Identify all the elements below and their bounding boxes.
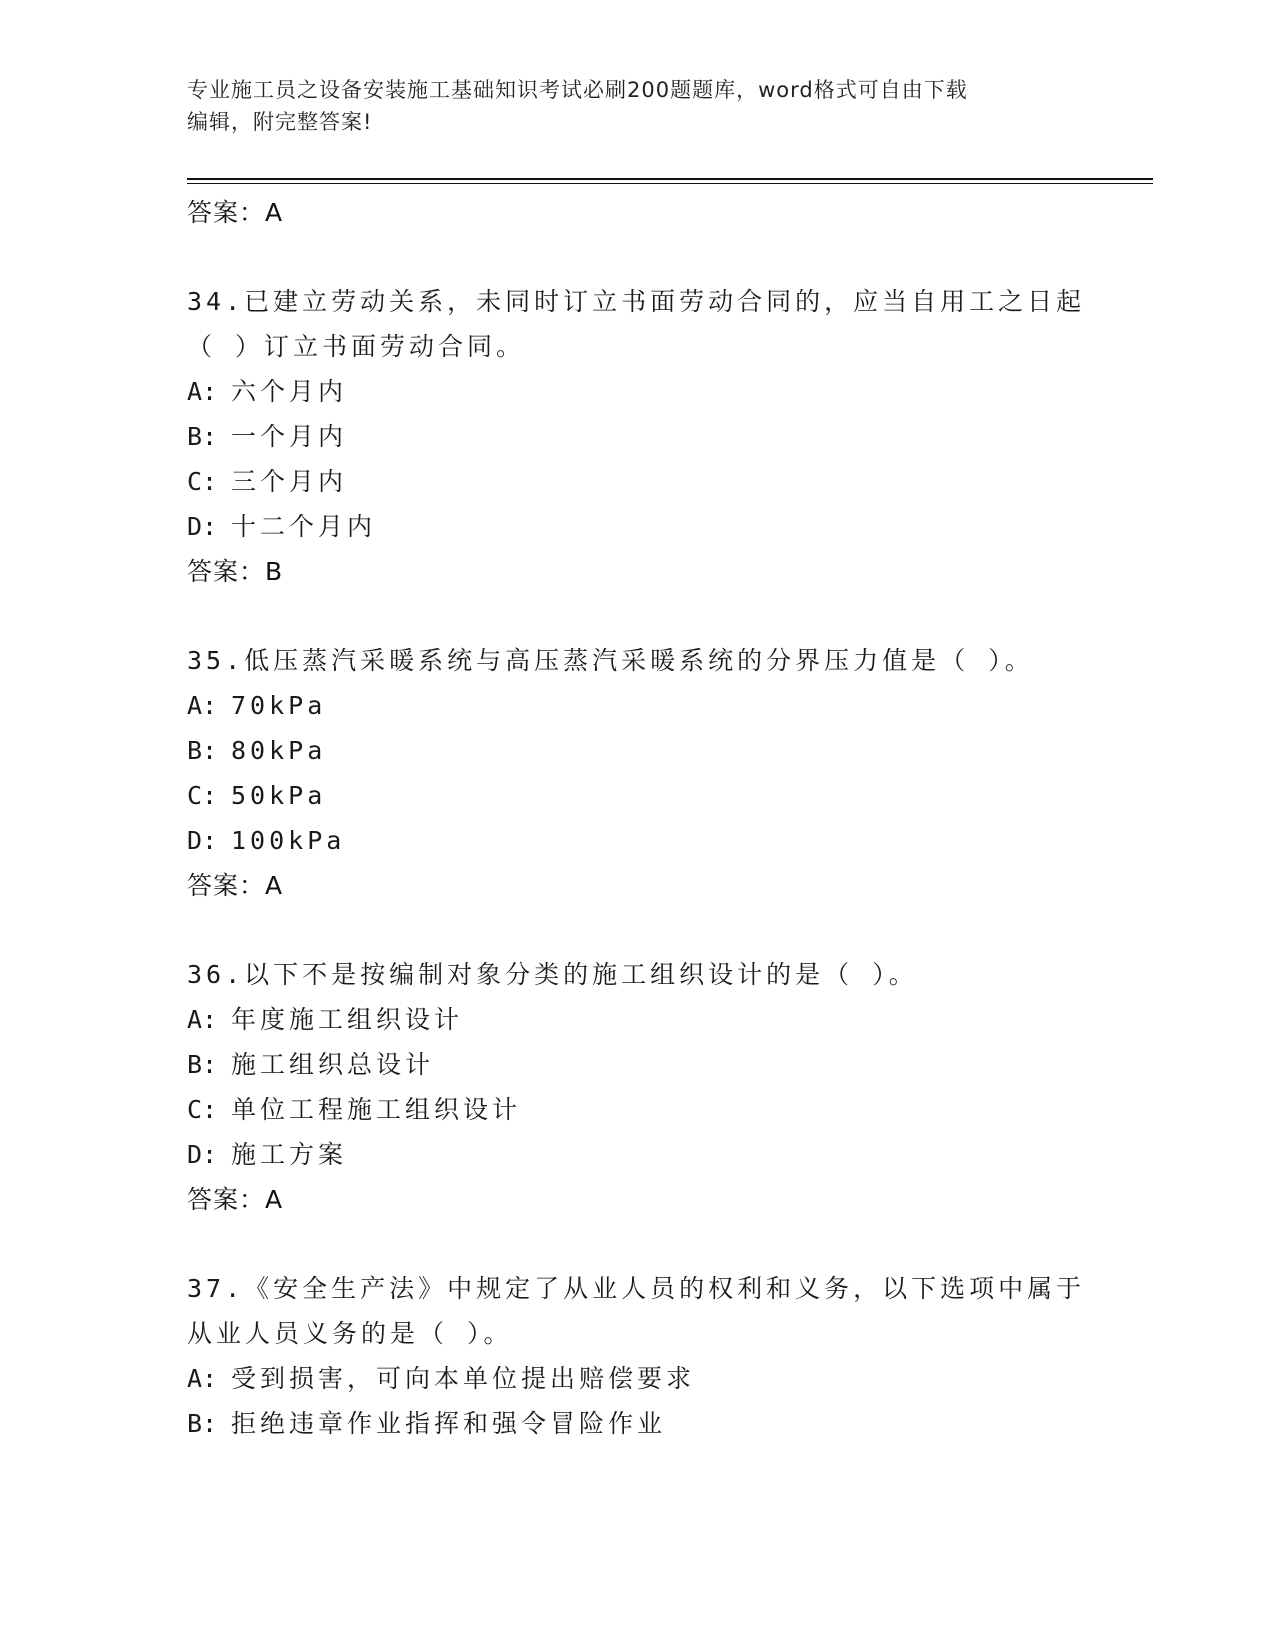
option-letter: D: — [187, 512, 218, 541]
option-text: 50kPa — [231, 781, 327, 810]
option-letter: A: — [187, 377, 218, 406]
question-text: 37.《安全生产法》中规定了从业人员的权利和义务，以下选项中属于从业人员义务的是（ ）。 — [187, 1274, 1086, 1348]
option-c — [187, 1087, 1087, 1132]
option-letter: B: — [187, 736, 218, 765]
option-letter: B: — [187, 1409, 218, 1438]
option-text: 六个月内 — [231, 377, 348, 406]
option-text: 施工方案 — [231, 1140, 348, 1169]
option-text: 100kPa — [231, 826, 346, 855]
option-text: 拒绝违章作业指挥和强令冒险作业 — [231, 1409, 667, 1438]
option-letter: D: — [187, 1140, 218, 1169]
spacer — [187, 594, 1087, 638]
question-35 — [187, 638, 1087, 908]
option-text: 年度施工组织设计 — [231, 1005, 464, 1034]
option-letter: B: — [187, 1050, 218, 1079]
option-text: 70kPa — [231, 691, 327, 720]
option-letter: D: — [187, 826, 218, 855]
option-text: 三个月内 — [231, 467, 348, 496]
question-36 — [187, 952, 1087, 1222]
question-text: 34.已建立劳动关系，未同时订立书面劳动合同的，应当自用工之日起（ ）订立书面劳动合同。 — [187, 287, 1086, 361]
question-text: 35.低压蒸汽采暖系统与高压蒸汽采暖系统的分界压力值是（ ）。 — [187, 646, 1034, 675]
option-b — [187, 1042, 1087, 1087]
option-letter: C: — [187, 1095, 218, 1124]
option-a — [187, 683, 1087, 728]
option-c — [187, 459, 1087, 504]
header-rule — [187, 178, 1153, 180]
option-d — [187, 1132, 1087, 1177]
option-text: 施工组织总设计 — [231, 1050, 435, 1079]
option-a — [187, 997, 1087, 1042]
spacer — [187, 235, 1087, 279]
question-text: 36.以下不是按编制对象分类的施工组织设计的是（ ）。 — [187, 960, 918, 989]
option-b — [187, 1401, 1087, 1446]
option-letter: A: — [187, 1364, 218, 1393]
header-rule-thin — [187, 183, 1153, 184]
option-d — [187, 504, 1087, 549]
option-text: 80kPa — [231, 736, 327, 765]
option-text: 受到损害，可向本单位提出赔偿要求 — [231, 1364, 696, 1393]
previous-answer: 答案：A — [187, 198, 284, 227]
option-c — [187, 773, 1087, 818]
question-list — [187, 190, 1087, 1446]
question-37 — [187, 1266, 1087, 1446]
option-a — [187, 369, 1087, 414]
option-text: 十二个月内 — [231, 512, 377, 541]
option-b — [187, 414, 1087, 459]
header-line-2: 编辑，附完整答案! — [187, 110, 373, 134]
answer: 答案：A — [187, 1185, 284, 1214]
option-b — [187, 728, 1087, 773]
document-header — [187, 74, 1067, 138]
option-letter: C: — [187, 781, 218, 810]
answer: 答案：A — [187, 871, 284, 900]
option-text: 单位工程施工组织设计 — [231, 1095, 522, 1124]
spacer — [187, 908, 1087, 952]
option-letter: C: — [187, 467, 218, 496]
option-d — [187, 818, 1087, 863]
option-text: 一个月内 — [231, 422, 348, 451]
option-letter: A: — [187, 1005, 218, 1034]
answer: 答案：B — [187, 557, 284, 586]
option-letter: B: — [187, 422, 218, 451]
question-34 — [187, 279, 1087, 594]
spacer — [187, 1222, 1087, 1266]
option-a — [187, 1356, 1087, 1401]
header-line-1: 专业施工员之设备安装施工基础知识考试必刷200题题库，word格式可自由下载 — [187, 78, 968, 102]
option-letter: A: — [187, 691, 218, 720]
